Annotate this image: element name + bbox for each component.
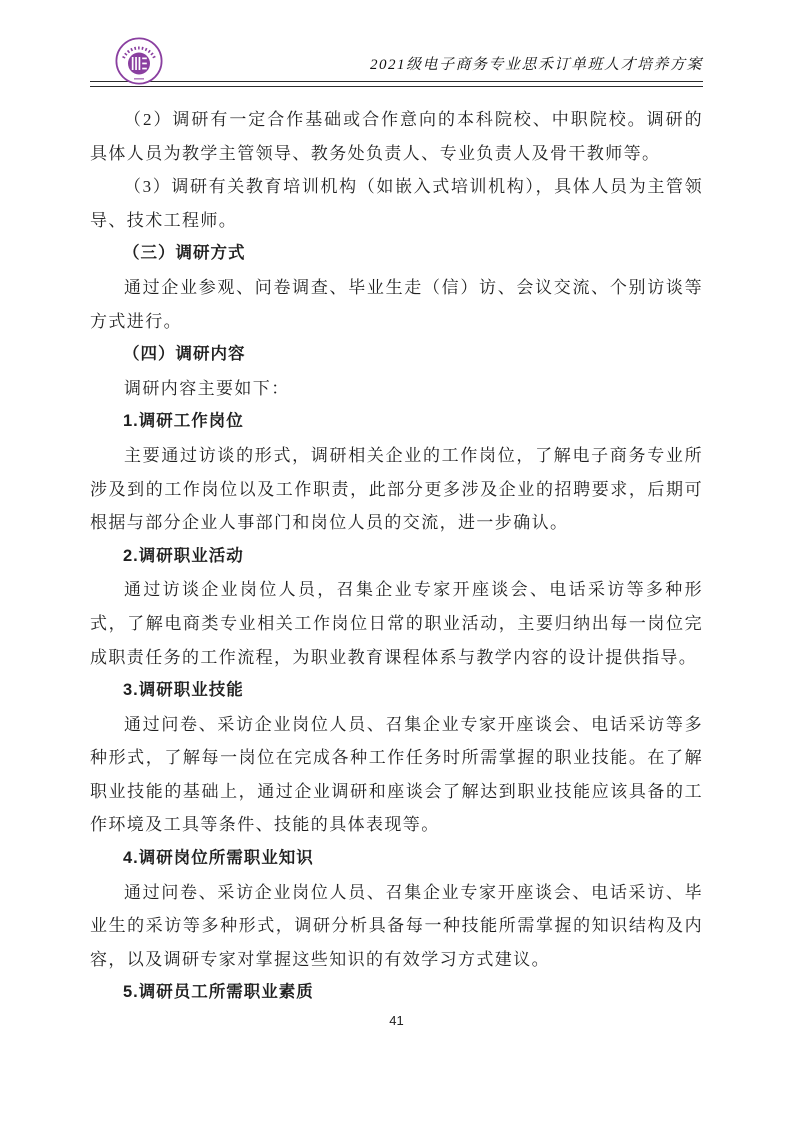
- section-heading: 5.调研员工所需职业素质: [123, 983, 314, 1002]
- page-number: 41: [389, 1013, 404, 1028]
- section-heading: 3.调研职业技能: [123, 681, 244, 700]
- paragraph: （3）调研有关教育培训机构（如嵌入式培训机构），具体人员为主管领导、技术工程师。: [90, 177, 703, 230]
- college-logo-icon: [115, 37, 163, 85]
- header-divider: [90, 81, 703, 87]
- section-heading: 2.调研职业活动: [123, 546, 244, 565]
- document-body: [90, 103, 703, 1010]
- page-header: [90, 37, 703, 87]
- section-heading: （三）调研方式: [123, 244, 246, 263]
- paragraph: （2）调研有一定合作基础或合作意向的本科院校、中职院校。调研的具体人员为教学主管领导、教务处负责人、专业负责人及骨干教师等。: [90, 110, 703, 163]
- paragraph: 通过问卷、采访企业岗位人员、召集企业专家开座谈会、电话采访等多种形式，了解每一岗位在完成各种工作任务时所需掌握的职业技能。在了解职业技能的基础上，通过企业调研和座谈会了解达到职业技能应该具备的工作环境及工具等条件、技能的具体表现等。: [90, 714, 703, 835]
- paragraph: 主要通过访谈的形式，调研相关企业的工作岗位，了解电子商务专业所涉及到的工作岗位以及工作职责，此部分更多涉及企业的招聘要求，后期可根据与部分企业人事部门和岗位人员的交流，进一步确认。: [90, 445, 703, 533]
- section-heading: （四）调研内容: [123, 345, 246, 364]
- page-footer: [0, 1012, 793, 1030]
- paragraph: 通过问卷、采访企业岗位人员、召集企业专家开座谈会、电话采访、毕业生的采访等多种形式，调研分析具备每一种技能所需掌握的知识结构及内容，以及调研专家对掌握这些知识的有效学习方式建议。: [90, 882, 703, 969]
- section-heading: 1.调研工作岗位: [123, 412, 244, 431]
- paragraph: 通过访谈企业岗位人员，召集企业专家开座谈会、电话采访等多种形式，了解电商类专业相关工作岗位日常的职业活动，主要归纳出每一岗位完成职责任务的工作流程，为职业教育课程体系与教学内容的设计提供指导。: [90, 580, 703, 667]
- section-heading: 4.调研岗位所需职业知识: [123, 849, 314, 868]
- paragraph: 通过企业参观、问卷调查、毕业生走（信）访、会议交流、个别访谈等方式进行。: [90, 277, 703, 331]
- paragraph: 调研内容主要如下：: [124, 378, 290, 398]
- document-header-title: 2021级电子商务专业思禾订单班人才培养方案: [369, 57, 703, 73]
